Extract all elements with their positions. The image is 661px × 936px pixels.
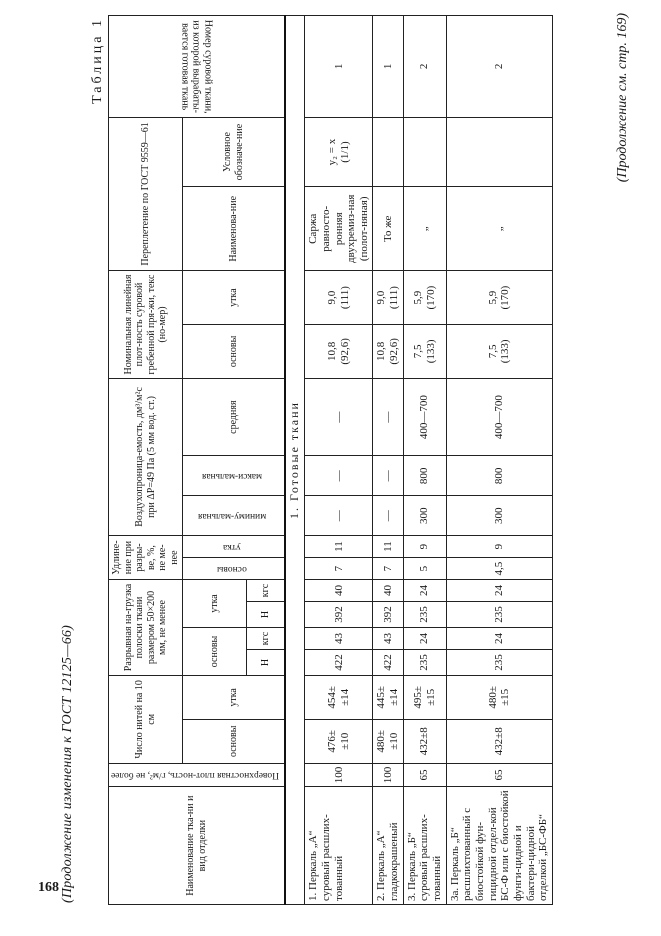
section-title: 1. Готовые ткани bbox=[285, 16, 304, 905]
cell-break-warp-kgs: 24 bbox=[446, 628, 552, 650]
cell-air-avg: 400—700 bbox=[403, 378, 446, 456]
cell-break-warp-kgs: 43 bbox=[373, 628, 403, 650]
col-lin-warp: основы bbox=[183, 324, 286, 378]
cell-elong-warp: 5 bbox=[403, 558, 446, 580]
cell-air-min: — bbox=[305, 496, 373, 536]
cell-break-weft-n: 235 bbox=[446, 602, 552, 628]
cell-break-weft-n: 235 bbox=[403, 602, 446, 628]
cell-threads-weft: 445± ±14 bbox=[373, 675, 403, 719]
cell-air-avg: — bbox=[305, 378, 373, 456]
cell-weave-symbol bbox=[446, 117, 552, 187]
cell-threads-warp: 476± ±10 bbox=[305, 719, 373, 763]
cell-lin-weft: 9,0 (111) bbox=[373, 271, 403, 325]
col-air-max: макси-мальная bbox=[183, 456, 286, 496]
cell-break-warp-kgs: 43 bbox=[305, 628, 373, 650]
col-density: Поверхностная плот-ность, г/м², не более bbox=[109, 763, 286, 787]
rotated-page-content bbox=[60, 5, 660, 905]
cell-air-avg: — bbox=[373, 378, 403, 456]
cell-break-weft-n: 392 bbox=[305, 602, 373, 628]
cell-air-max: 800 bbox=[446, 456, 552, 496]
cell-lin-weft: 5,9 (170) bbox=[403, 271, 446, 325]
col-threads-warp: основы bbox=[183, 719, 286, 763]
col-lin-weft: утка bbox=[183, 271, 286, 325]
cell-grey: 2 bbox=[446, 16, 552, 118]
continuation-note-header: (Продолжение изменения к ГОСТ 12125—66) bbox=[60, 625, 75, 903]
cell-break-weft-kgs: 40 bbox=[373, 580, 403, 602]
cell-elong-weft: 9 bbox=[446, 536, 552, 558]
section-row bbox=[285, 16, 304, 905]
col-breaking-warp: основы bbox=[183, 628, 247, 676]
cell-elong-warp: 7 bbox=[373, 558, 403, 580]
fabric-properties-table bbox=[108, 15, 553, 905]
cell-break-weft-n: 392 bbox=[373, 602, 403, 628]
cell-lin-warp: 7,5 (133) bbox=[446, 324, 552, 378]
cell-elong-warp: 7 bbox=[305, 558, 373, 580]
unit-n-warp: Н bbox=[246, 649, 285, 675]
col-weave-symbol: Условное обозначе-ние bbox=[183, 117, 286, 187]
cell-air-min: — bbox=[373, 496, 403, 536]
cell-name: 1. Перкаль „А“ суровый расшлих-тованный bbox=[305, 787, 373, 905]
cell-threads-warp: 480± ±10 bbox=[373, 719, 403, 763]
cell-density: 100 bbox=[373, 763, 403, 787]
col-breaking: Разрывная на-грузка полоски ткани размером 50×200 мм, не менее bbox=[109, 580, 183, 676]
cell-grey: 1 bbox=[305, 16, 373, 118]
cell-weave-symbol: y₂ = x (1/1) bbox=[305, 117, 373, 187]
cell-grey: 1 bbox=[373, 16, 403, 118]
cell-threads-weft: 480± ±15 bbox=[446, 675, 552, 719]
cell-break-warp-kgs: 24 bbox=[403, 628, 446, 650]
col-air-min: миниму-мальная bbox=[183, 496, 286, 536]
cell-break-weft-kgs: 40 bbox=[305, 580, 373, 602]
table-row bbox=[446, 16, 552, 905]
cell-threads-warp: 432±8 bbox=[446, 719, 552, 763]
table-row bbox=[373, 16, 403, 905]
cell-weave-symbol bbox=[373, 117, 403, 187]
cell-lin-warp: 10,8 (92,6) bbox=[373, 324, 403, 378]
col-weave-name: Наименова-ние bbox=[183, 187, 286, 271]
cell-air-max: — bbox=[305, 456, 373, 496]
cell-elong-weft: 9 bbox=[403, 536, 446, 558]
cell-name: 3. Перкаль „Б“ суровый расшлих-тованный bbox=[403, 787, 446, 905]
cell-weave-symbol bbox=[403, 117, 446, 187]
cell-elong-warp: 4,5 bbox=[446, 558, 552, 580]
col-breaking-weft: утка bbox=[183, 580, 247, 628]
cell-air-max: 800 bbox=[403, 456, 446, 496]
cell-name: 3а. Перкаль „Б“ расшлихтованный с биостойкой фун-гицидной отдел-кой БС-Ф или с биостойкой фунги-цидной и бактери-цидной отделкой „БС-ФБ“ bbox=[446, 787, 552, 905]
col-grey-fabric: Номер суровой ткани, из которой вырабаты-вается готовая ткань bbox=[109, 16, 286, 118]
table-row bbox=[403, 16, 446, 905]
col-elong-weft: утка bbox=[183, 536, 286, 558]
cell-elong-weft: 11 bbox=[373, 536, 403, 558]
col-air-avg: средняя bbox=[183, 378, 286, 456]
cell-air-min: 300 bbox=[446, 496, 552, 536]
continuation-note-footer: (Продолжение см. стр. 169) bbox=[615, 13, 630, 183]
header-row-1 bbox=[109, 16, 183, 905]
unit-kgs-warp: кгс bbox=[246, 628, 285, 650]
cell-elong-weft: 11 bbox=[305, 536, 373, 558]
cell-lin-warp: 10,8 (92,6) bbox=[305, 324, 373, 378]
cell-grey: 2 bbox=[403, 16, 446, 118]
unit-n-weft: Н bbox=[246, 602, 285, 628]
cell-air-avg: 400—700 bbox=[446, 378, 552, 456]
table-row bbox=[305, 16, 373, 905]
col-threads-weft: утка bbox=[183, 675, 286, 719]
cell-weave-name: „ bbox=[446, 187, 552, 271]
col-elong-warp: основы bbox=[183, 558, 286, 580]
col-elongation: Удлине-ние при разры-ве, %, не ме-нее bbox=[109, 536, 183, 580]
col-weave: Переплетение по ГОСТ 9559—61 bbox=[109, 117, 183, 271]
cell-weave-name: То же bbox=[373, 187, 403, 271]
cell-density: 100 bbox=[305, 763, 373, 787]
unit-kgs-weft: кгс bbox=[246, 580, 285, 602]
col-threads: Число нитей на 10 см bbox=[109, 675, 183, 763]
cell-density: 65 bbox=[403, 763, 446, 787]
cell-break-warp-n: 422 bbox=[373, 649, 403, 675]
table-label: Таблица 1 bbox=[90, 17, 105, 104]
cell-threads-weft: 454± ±14 bbox=[305, 675, 373, 719]
cell-break-warp-n: 235 bbox=[446, 649, 552, 675]
cell-weave-name: Саржа равносто-ронняя двухремиз-ная (полот-няная) bbox=[305, 187, 373, 271]
cell-break-weft-kgs: 24 bbox=[403, 580, 446, 602]
col-air: Воздухопроница-емость, дм³/м²с при ΔР=49 Па (5 мм вод. ст.) bbox=[109, 378, 183, 535]
cell-density: 65 bbox=[446, 763, 552, 787]
cell-threads-weft: 495± ±15 bbox=[403, 675, 446, 719]
cell-break-warp-n: 235 bbox=[403, 649, 446, 675]
col-name: Наименование тка-ни и вид отделки bbox=[109, 787, 286, 905]
cell-air-max: — bbox=[373, 456, 403, 496]
cell-threads-warp: 432±8 bbox=[403, 719, 446, 763]
cell-lin-weft: 9,0 (111) bbox=[305, 271, 373, 325]
col-linear-density: Номинальная линейная плот-ность суровой гребенной пря-жи, текс (но-мер) bbox=[109, 271, 183, 379]
cell-name: 2. Перкаль „А“ гладкокрашеный bbox=[373, 787, 403, 905]
cell-lin-warp: 7,5 (133) bbox=[403, 324, 446, 378]
cell-break-weft-kgs: 24 bbox=[446, 580, 552, 602]
cell-lin-weft: 5,9 (170) bbox=[446, 271, 552, 325]
cell-air-min: 300 bbox=[403, 496, 446, 536]
cell-break-warp-n: 422 bbox=[305, 649, 373, 675]
page-number: 168 bbox=[38, 880, 59, 895]
cell-weave-name: „ bbox=[403, 187, 446, 271]
